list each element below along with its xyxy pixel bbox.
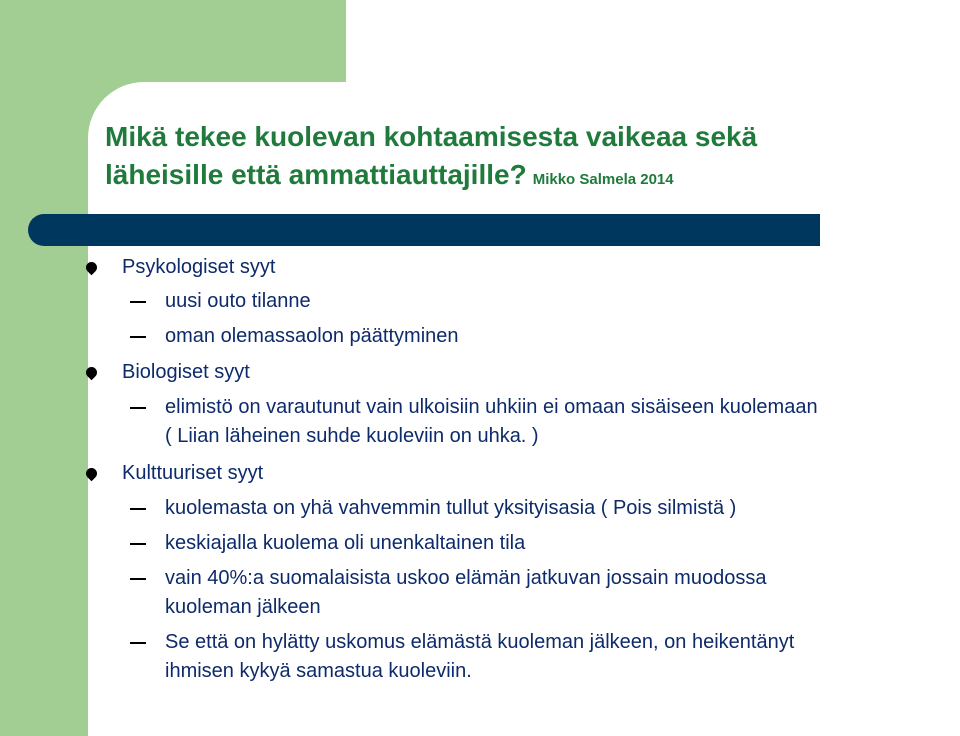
dash-icon bbox=[130, 336, 146, 338]
bullet-icon bbox=[84, 365, 100, 381]
section-heading-biological: Biologiset syyt bbox=[122, 361, 250, 383]
list-item-continuation: ihmisen kykyä samastua kuoleviin. bbox=[165, 660, 472, 682]
list-item-continuation: ( Liian läheinen suhde kuoleviin on uhka. ) bbox=[165, 425, 539, 447]
bullet-icon bbox=[84, 260, 100, 276]
title-line-1: Mikä tekee kuolevan kohtaamisesta vaikeaa sekä bbox=[105, 121, 758, 152]
bullet-icon bbox=[84, 466, 100, 482]
list-item: oman olemassaolon päättyminen bbox=[165, 325, 459, 347]
list-item-continuation: kuoleman jälkeen bbox=[165, 596, 321, 618]
list-item: elimistö on varautunut vain ulkoisiin uhkiin ei omaan sisäiseen kuolemaan bbox=[165, 396, 818, 418]
list-item: vain 40%:a suomalaisista uskoo elämän jatkuvan jossain muodossa bbox=[165, 567, 767, 589]
dash-icon bbox=[130, 301, 146, 303]
list-item: Se että on hylätty uskomus elämästä kuoleman jälkeen, on heikentänyt bbox=[165, 631, 795, 653]
dash-icon bbox=[130, 407, 146, 409]
dash-icon bbox=[130, 578, 146, 580]
section-heading-cultural: Kulttuuriset syyt bbox=[122, 462, 264, 484]
dash-icon bbox=[130, 642, 146, 644]
list-item: uusi outo tilanne bbox=[165, 290, 311, 312]
section-heading-psychological: Psykologiset syyt bbox=[122, 256, 276, 278]
list-item: kuolemasta on yhä vahvemmin tullut yksityisasia ( Pois silmistä ) bbox=[165, 497, 737, 519]
dash-icon bbox=[130, 543, 146, 545]
author-credit: Mikko Salmela 2014 bbox=[532, 171, 674, 188]
dash-icon bbox=[130, 508, 146, 510]
title-line-2-text: läheisille että ammattiauttajille? bbox=[105, 159, 527, 190]
list-item: keskiajalla kuolema oli unenkaltainen tila bbox=[165, 532, 526, 554]
